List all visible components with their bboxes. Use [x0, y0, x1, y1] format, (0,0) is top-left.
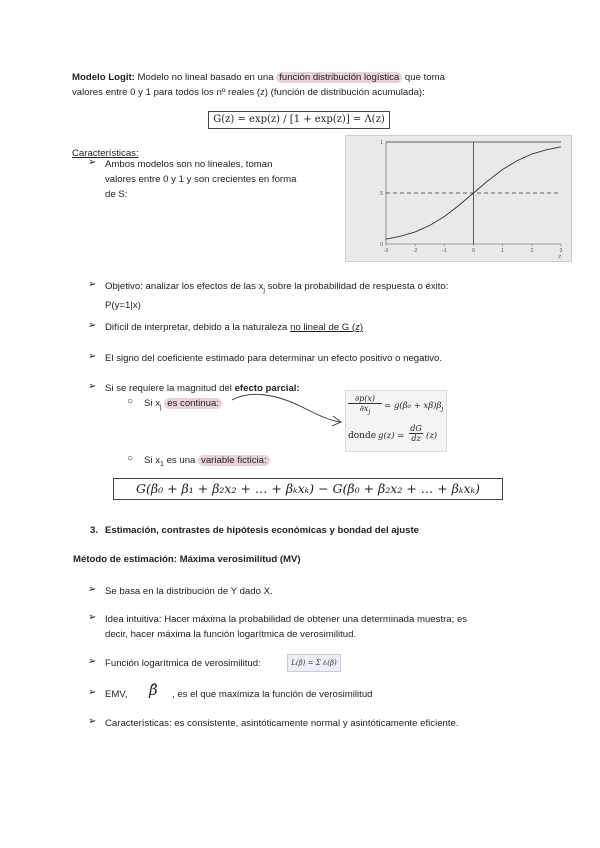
g-fraction	[409, 424, 423, 443]
objetivo-text-a: Objetivo: analizar los efectos de las x	[105, 281, 264, 292]
x-axis-label: z	[558, 254, 561, 260]
continua-highlight: es continua:	[164, 398, 222, 409]
deriv-denominator-sub: j	[368, 408, 371, 416]
logit-formula: G(z) = exp(z) / [1 + exp(z)] = Λ(z)	[208, 111, 390, 129]
ficticia-item	[144, 453, 270, 472]
circle-bullet: ○	[127, 453, 134, 464]
arrow-bullet: ➢	[88, 157, 97, 168]
g-denominator: dz	[411, 434, 421, 443]
dificil-underline: no lineal de G (z)	[290, 322, 364, 333]
metodo-item2-line2: decir, hacer máxima la función logarítmica de verosimilitud.	[105, 629, 357, 640]
objetivo-sub: j	[263, 286, 265, 294]
logit-line2: valores entre 0 y 1 para todos los nº reales (z) (función de distribución acumulada):	[72, 87, 425, 98]
objetivo-item	[105, 279, 545, 313]
metodo-item4-b: , es el que maximiza la función de verosimilitud	[172, 689, 373, 700]
x-tick-label: -1	[442, 248, 447, 254]
deriv-rhs-text: = g(β₀ + xβ)β	[384, 401, 442, 411]
y-tick-label: 1	[380, 140, 383, 146]
metodo-item3: Función logarítmica de verosimilitud:	[105, 658, 261, 669]
big-formula: G(β₀ + β₁ + β₂x₂ + … + βₖxₖ) − G(β₀ + β₂x₂ + … + βₖxₖ)	[113, 478, 503, 500]
logit-highlight: función distribución logística	[276, 72, 402, 83]
magnitud-text: Si se requiere la magnitud del	[105, 383, 235, 394]
logistic-chart-svg	[346, 136, 571, 261]
metodo-heading: Método de estimación: Máxima verosimilitud (MV)	[73, 554, 301, 565]
caracteristicas-line: de S:	[105, 189, 128, 200]
objetivo-text-b: sobre la probabilidad de respuesta o éxito:	[264, 281, 449, 292]
donde-label: donde	[348, 431, 377, 441]
logit-title: Modelo Logit:	[72, 72, 135, 83]
beta-hat: β̂	[149, 681, 158, 699]
caracteristicas-item1	[105, 157, 340, 202]
continua-sub: j	[160, 403, 162, 411]
curved-arrow-icon	[230, 392, 345, 432]
metodo-item2	[105, 612, 545, 642]
g-rhs: (z)	[426, 431, 438, 441]
metodo-item4-a: EMV,	[105, 689, 128, 700]
x-tick-label: -3	[383, 248, 389, 254]
loglik-formula: L(β) = Σ ℓᵢ(β)	[287, 654, 341, 672]
logistic-chart	[345, 135, 572, 262]
arrow-bullet: ➢	[88, 279, 97, 290]
ficticia-text: Si x	[144, 455, 160, 466]
continua-text: Si x	[144, 398, 160, 409]
magnitud-bold: efecto parcial:	[234, 383, 300, 394]
section3-title: Estimación, contrastes de hipótesis económicas y bondad del ajuste	[105, 525, 420, 536]
x-tick-label: -2	[412, 248, 418, 254]
arrow-bullet: ➢	[88, 716, 97, 727]
continua-item	[144, 396, 222, 415]
metodo-item1: Se basa en la distribución de Y dado X.	[105, 586, 273, 597]
deriv-fraction	[348, 394, 382, 416]
x-tick-label: 1	[501, 248, 505, 254]
x-tick-label: 3	[559, 248, 563, 254]
deriv-numerator: ∂p(x)	[348, 394, 382, 404]
x-tick-label: 2	[530, 248, 534, 254]
ficticia-highlight: variable ficticia:	[198, 455, 270, 466]
arrow-bullet: ➢	[88, 656, 97, 667]
logit-paragraph	[72, 70, 542, 100]
caracteristicas-heading: Características:	[72, 148, 139, 159]
deriv-rhs-sub: j	[441, 405, 444, 413]
section3-number: 3.	[90, 525, 99, 536]
arrow-bullet: ➢	[88, 687, 97, 698]
ficticia-text-b: es una	[163, 455, 199, 466]
arrow-bullet: ➢	[88, 612, 97, 623]
logit-text2: que toma	[402, 72, 445, 83]
x-tick-label: 0	[472, 248, 475, 254]
caracteristicas-line: valores entre 0 y 1 y son crecientes en forma	[105, 174, 297, 185]
arrow-bullet: ➢	[88, 584, 97, 595]
g-lhs: g(z) =	[378, 431, 405, 441]
logit-text1: Modelo no lineal basado en una	[134, 72, 277, 83]
signo-item: El signo del coeficiente estimado para determinar un efecto positivo o negativo.	[105, 353, 443, 364]
dificil-item	[105, 320, 363, 335]
arrow-bullet: ➢	[88, 320, 97, 331]
deriv-rhs	[384, 401, 443, 413]
g-numerator: dG	[410, 424, 422, 433]
arrow-bullet: ➢	[88, 351, 97, 362]
arrow-bullet: ➢	[88, 381, 97, 392]
derivative-formula	[345, 390, 447, 452]
caracteristicas-line: Ambos modelos son no lineales, toman	[105, 159, 273, 170]
dificil-text: Difícil de interpretar, debido a la naturaleza	[105, 322, 291, 333]
objetivo-line2: P(y=1|x)	[105, 299, 141, 311]
ficticia-sub: 1	[160, 460, 164, 468]
metodo-item2-line1: Idea intuitiva: Hacer máxima la probabilidad de obtener una determinada muestra; es	[105, 614, 468, 625]
y-tick-label: .5	[378, 191, 383, 197]
deriv-denominator: ∂x	[359, 404, 369, 413]
metodo-item5: Características: es consistente, asintóticamente normal y asintóticamente eficiente.	[105, 718, 459, 729]
circle-bullet: ○	[127, 396, 134, 407]
y-tick-label: 0	[380, 242, 383, 248]
